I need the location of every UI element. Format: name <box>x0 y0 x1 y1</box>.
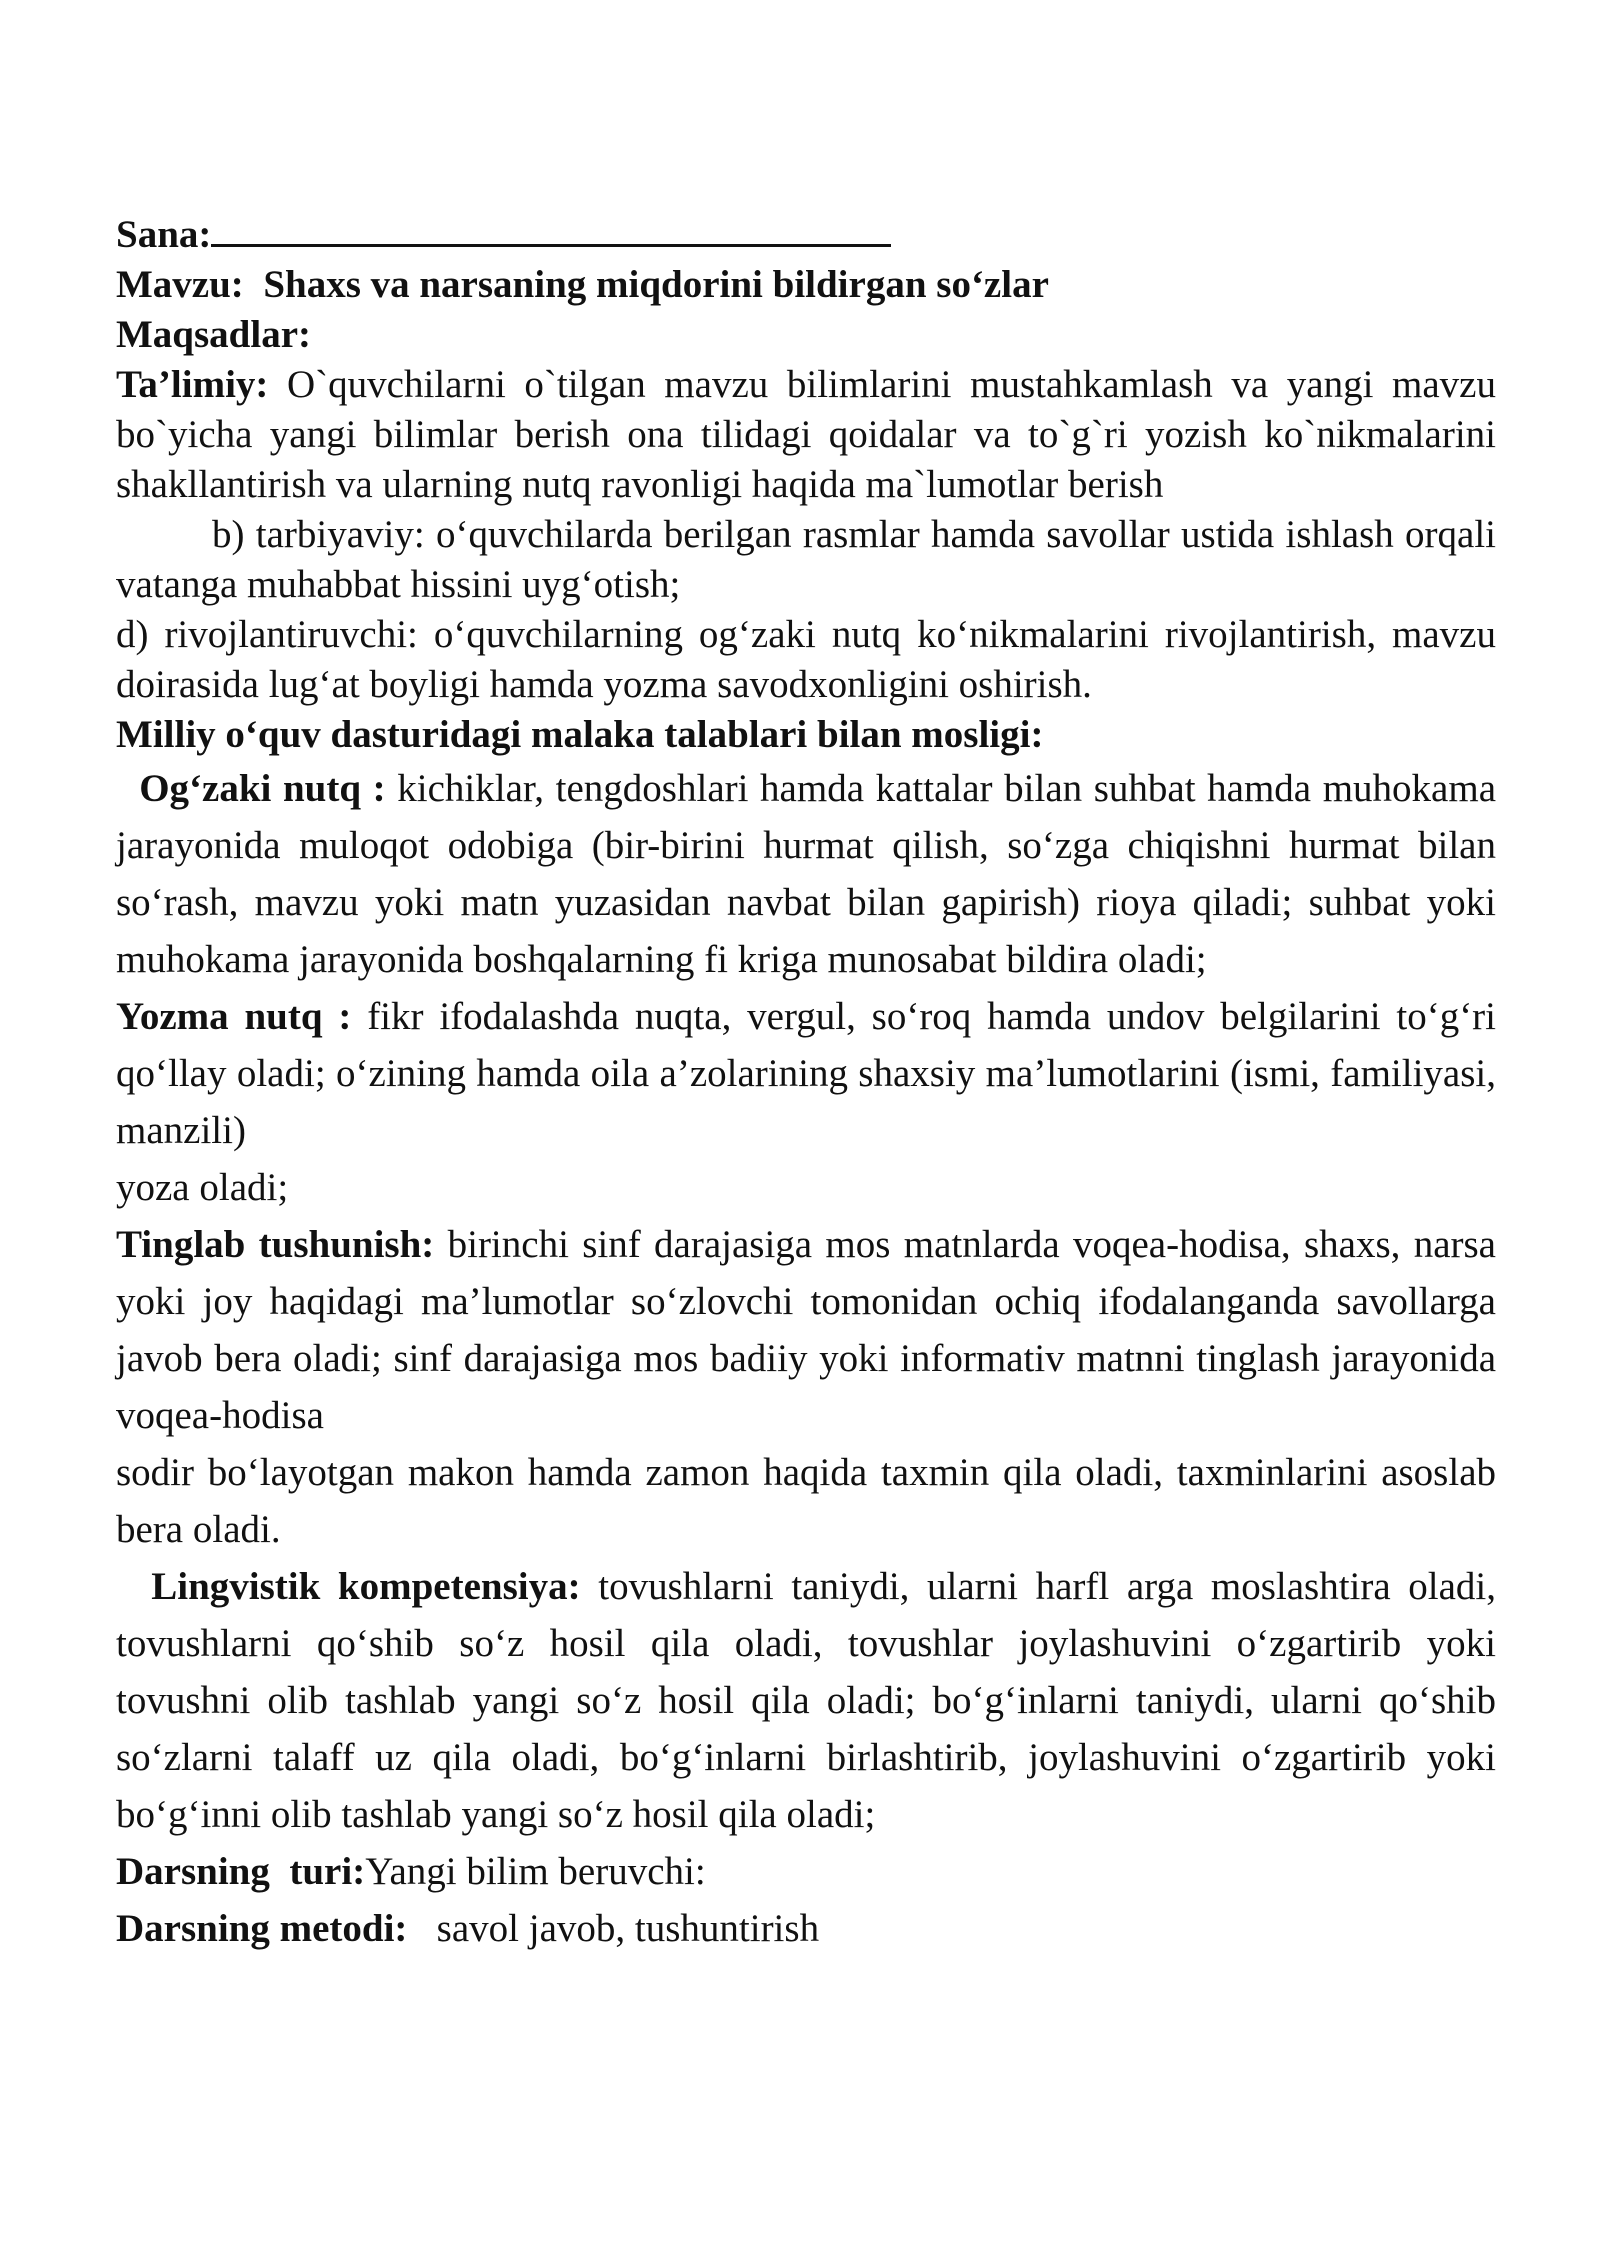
written-text: fikr ifodalashda nuqta, vergul, so‘roq hamda undov belgilarini to‘g‘ri qo‘llay oladi; o‘zining hamda oila a’zolarining shaxsiy ma’lumotlarini (ismi, familiyasi, manzili) <box>116 995 1496 1152</box>
date-label: Sana: <box>116 213 212 256</box>
standards-heading <box>116 710 1496 760</box>
oral-speech <box>116 760 1496 988</box>
linguistic-label: Lingvistik kompetensiya: <box>151 1565 581 1608</box>
date-line <box>116 210 1496 260</box>
topic-label: Mavzu: <box>116 263 244 306</box>
lesson-type <box>116 1843 1496 1900</box>
topic-text: Shaxs va narsaning miqdorini bildirgan so‘zlar <box>263 263 1049 306</box>
upbringing-goal: b) tarbiyaviy: o‘quvchilarda berilgan rasmlar hamda savollar ustida ishlash orqali vatanga muhabbat hissini uyg‘otish; <box>116 513 1496 606</box>
linguistic-competence <box>116 1558 1496 1843</box>
listening-label: Tinglab tushunish: <box>116 1223 435 1266</box>
oral-text: kichiklar, tengdoshlari hamda kattalar bilan suhbat hamda muhokama jarayonida muloqot odobiga (bir-birini hurmat qilish, so‘zga chiqishni hurmat bilan so‘rash, mavzu yoki matn yuzasidan navbat bilan gapirish) rioya qiladi; suhbat yoki muhokama jarayonida boshqalarning fi kriga munosabat bildira oladi; <box>116 767 1497 981</box>
educational-goal <box>116 360 1496 510</box>
developing-goal: d) rivojlantiruvchi: o‘quvchilarning og‘zaki nutq ko‘nikmalarini rivojlantirish, mavzu doirasida lug‘at boyligi hamda yozma savodxonligini oshirish. <box>116 613 1496 706</box>
topic-line <box>116 260 1496 310</box>
lesson-type-label: Darsning turi: <box>116 1850 366 1893</box>
linguistic-text: tovushlarni taniydi, ularni harfl arga moslashtira oladi, tovushlarni qo‘shib so‘z hosil qila oladi, tovushlar joylashuvini o‘zgartirib yoki tovushni olib tashlab yangi so‘z hosil qila oladi; bo‘g‘inlarni taniydi, ularni qo‘shib so‘zlarni talaff uz qila oladi, bo‘g‘inlarni birlashtirib, joylashuvini o‘zgartirib yoki bo‘g‘inni olib tashlab yangi so‘z hosil qila oladi; <box>116 1565 1497 1836</box>
written-speech <box>116 988 1496 1159</box>
date-blank-line <box>211 210 891 247</box>
lesson-plan <box>116 210 1496 1957</box>
educational-text: O`quvchilarni o`tilgan mavzu bilimlarini mustahkamlash va yangi mavzu bo`yicha yangi bilimlar berish ona tilidagi qoidalar va to`g`ri yozish ko`nikmalarini shakllantirish va ularning nutq ravonligi haqida ma`lumotlar berish <box>116 363 1496 506</box>
educational-label: Ta’limiy: <box>116 363 269 406</box>
listening <box>116 1216 1496 1444</box>
written-label: Yozma nutq : <box>116 995 352 1038</box>
lesson-method <box>116 1900 1496 1957</box>
goals-heading <box>116 310 1496 360</box>
written-speech-continued: yoza oladi; <box>116 1166 289 1209</box>
lesson-method-label: Darsning metodi: <box>116 1907 408 1950</box>
lesson-type-text: Yangi bilim beruvchi: <box>365 1850 706 1893</box>
goals-label: Maqsadlar: <box>116 313 311 356</box>
lesson-method-text: savol javob, tushuntirish <box>436 1907 820 1950</box>
listening-continued: sodir bo‘layotgan makon hamda zamon haqida taxmin qila oladi, taxminlarini asoslab bera oladi. <box>116 1451 1496 1551</box>
oral-label: Og‘zaki nutq : <box>139 767 386 810</box>
standards-heading-text: Milliy o‘quv dasturidagi malaka talablari bilan mosligi: <box>116 713 1044 756</box>
listening-text: birinchi sinf darajasiga mos matnlarda voqea-hodisa, shaxs, narsa yoki joy haqidagi ma’lumotlar so‘zlovchi tomonidan ochiq ifodalanganda savollarga javob bera oladi; sinf darajasiga mos badiiy yoki informativ matnni tinglash jarayonida voqea-hodisa <box>116 1223 1496 1437</box>
